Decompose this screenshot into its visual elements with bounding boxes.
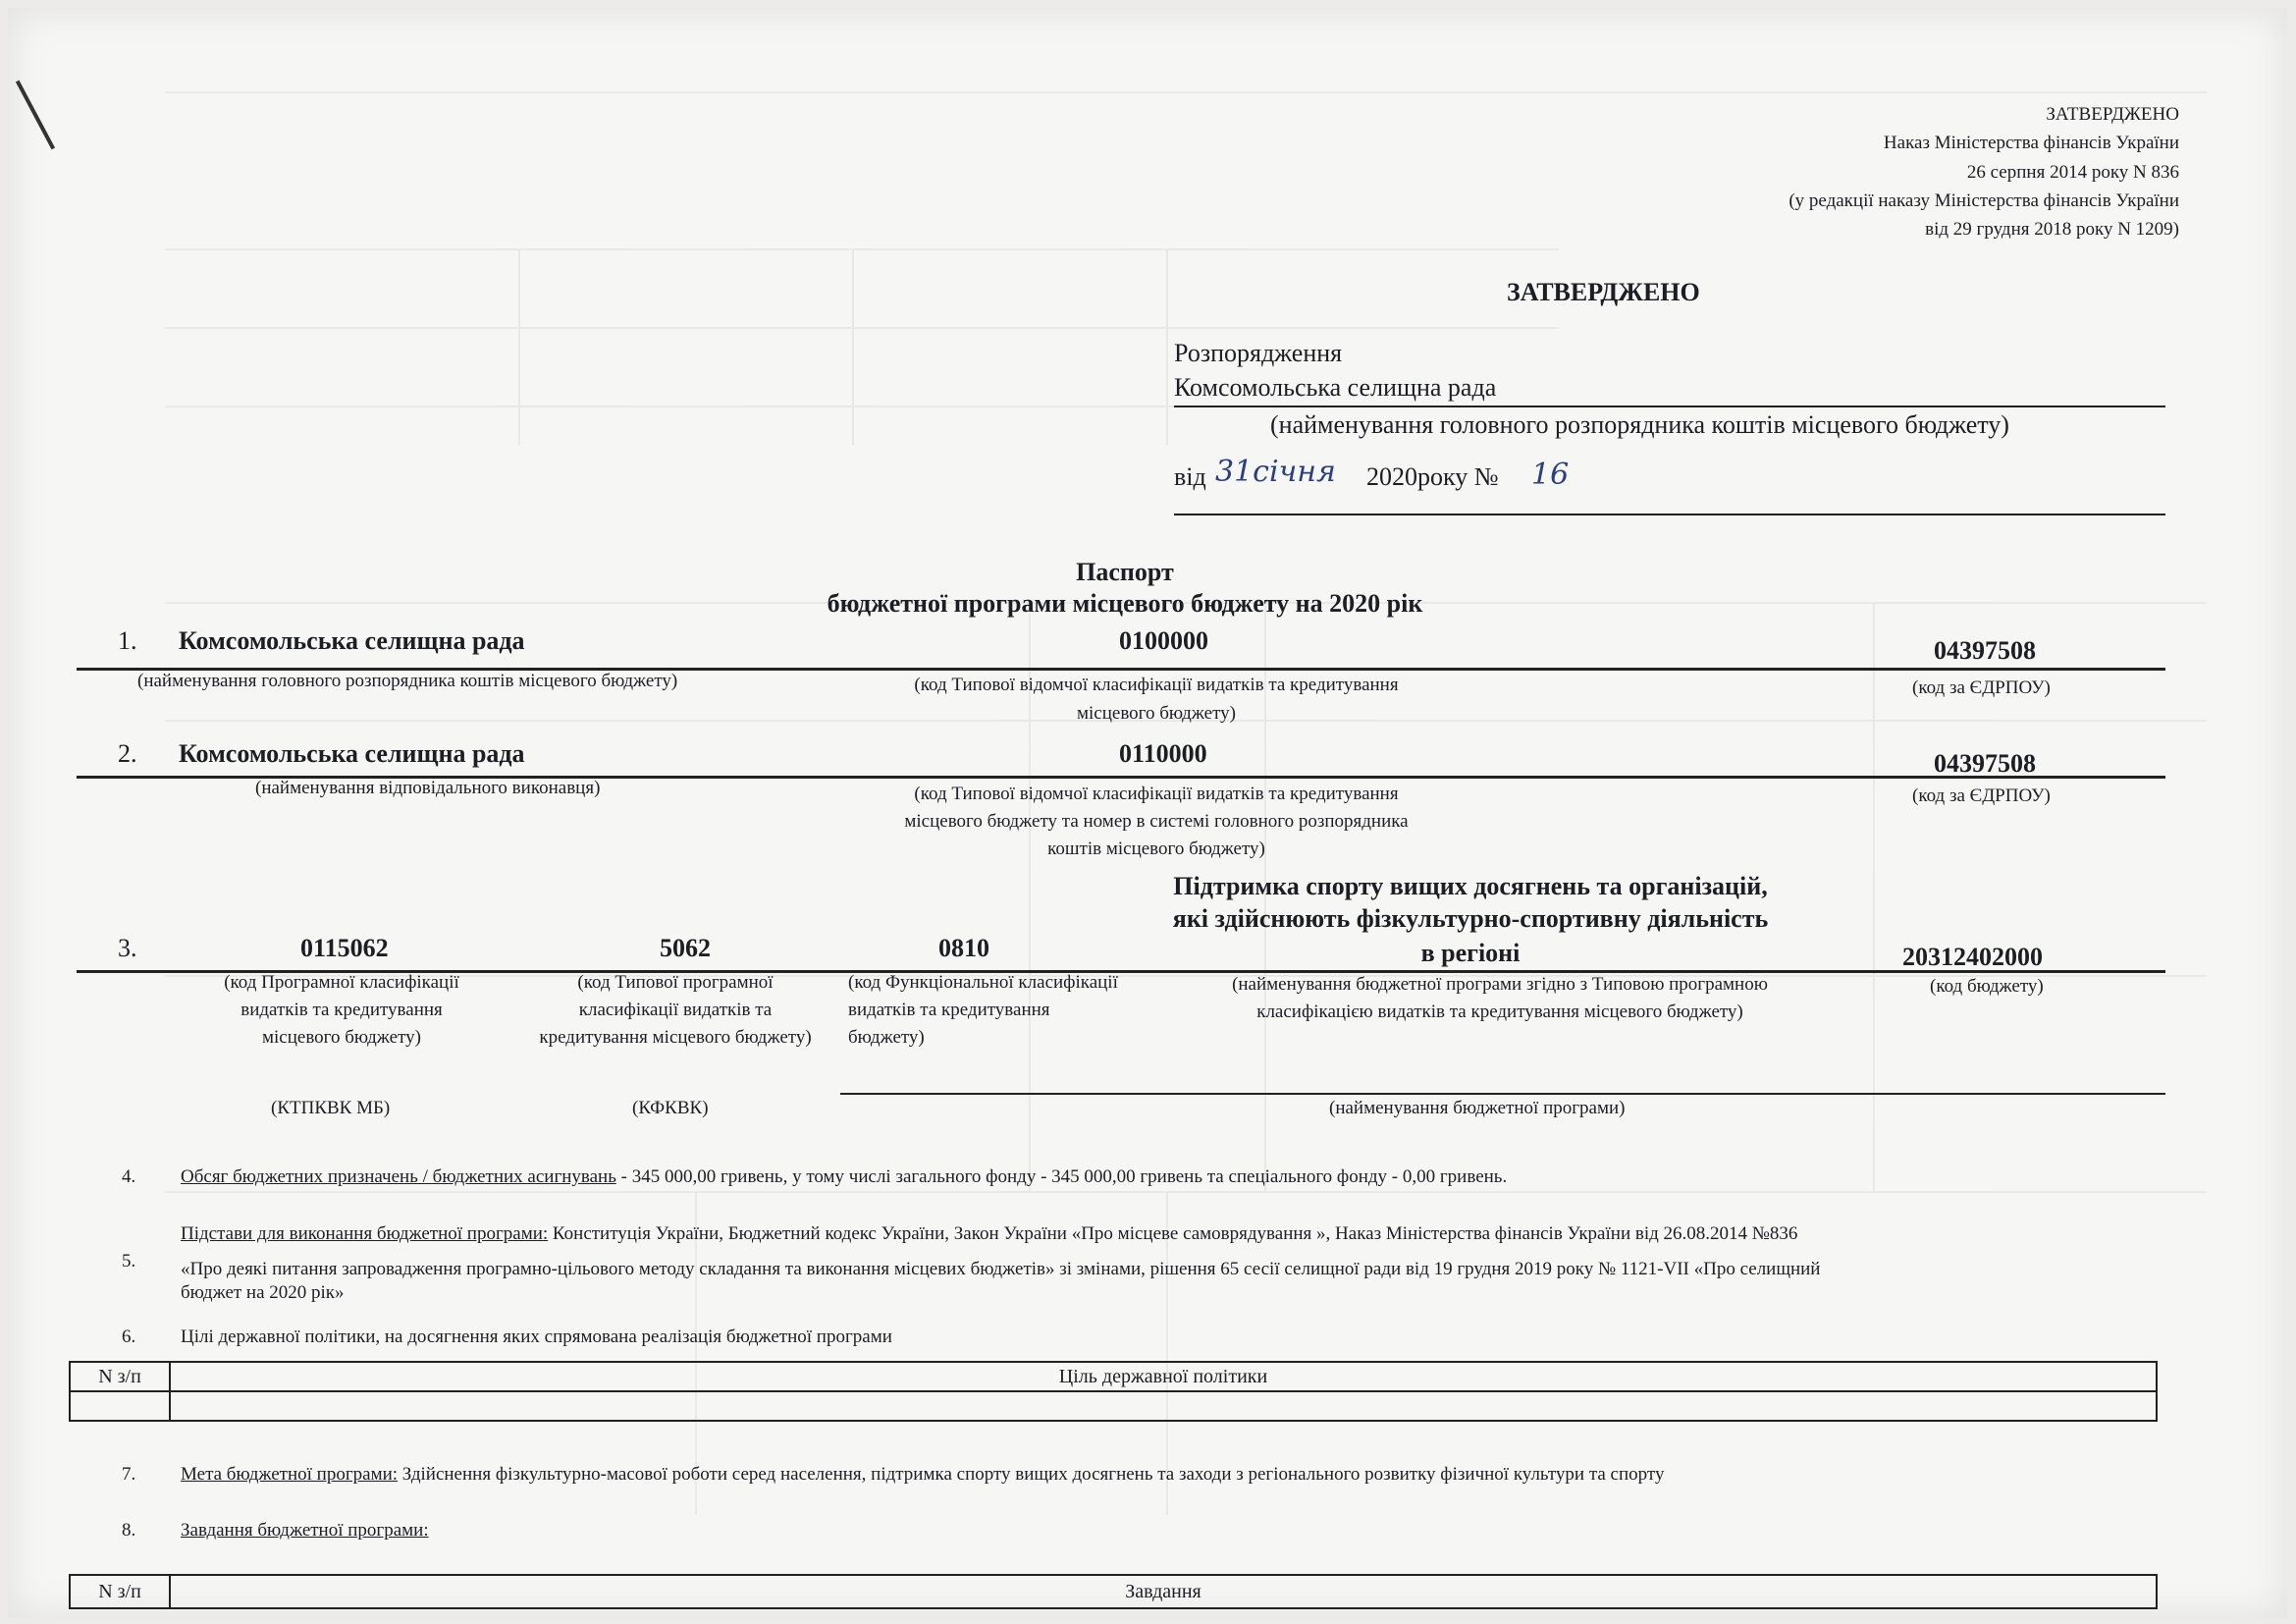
s2-edrpou-caption: (код за ЄДРПОУ)	[1912, 785, 2051, 806]
s3-fkvk-caption-2: видатків та кредитування	[848, 1000, 1050, 1020]
s6-col-goal: Ціль державної політики	[170, 1362, 2157, 1391]
s7-label: Мета бюджетної програми:	[181, 1464, 399, 1485]
approval-date-line	[1174, 514, 2165, 515]
s3-program-name-caption: (найменування бюджетної програми)	[1329, 1098, 1626, 1118]
s3-program-caption-1: (найменування бюджетної програми згідно з Типовою програмною	[1232, 974, 1768, 995]
s3-program-name-line	[840, 1093, 2165, 1095]
s3-kpkvk-caption-1: (код Програмної класифікації	[224, 972, 459, 993]
approval-doc-type: Розпорядження	[1174, 339, 1343, 367]
stamp-line3: 26 серпня 2014 року N 836	[1966, 162, 2179, 183]
stamp-line2: Наказ Міністерства фінансів України	[1883, 133, 2179, 153]
s1-code: 0100000	[1119, 626, 1208, 655]
passport-subtitle: бюджетної програми місцевого бюджету на 2020 рік	[827, 589, 1423, 618]
s1-name: Комсомольська селищна рада	[179, 626, 525, 655]
s6-text: Цілі державної політики, на досягнення яких спрямована реалізація бюджетної програми	[181, 1326, 892, 1347]
s4-text: - 345 000,00 гривень, у тому числі загального фонду - 345 000,00 гривень та спеціального фонду - 0,00 гривень.	[615, 1166, 1508, 1187]
s6-goals-table	[69, 1361, 2158, 1422]
s1-edrpou-caption: (код за ЄДРПОУ)	[1912, 677, 2051, 698]
s1-code-caption-1: (код Типової відомчої класифікації видатків та кредитування	[914, 675, 1399, 695]
s5-line1	[181, 1223, 1797, 1245]
approval-title: ЗАТВЕРДЖЕНО	[1507, 278, 1700, 306]
s2-code-caption-1: (код Типової відомчої класифікації видатків та кредитування	[914, 784, 1399, 804]
s3-budget-code: 20312402000	[1902, 943, 2043, 971]
stamp-line4: (у редакції наказу Міністерства фінансів України	[1789, 190, 2179, 211]
s2-code-caption-3: коштів місцевого бюджету)	[1047, 839, 1265, 859]
s8-col-num: N з/п	[70, 1575, 170, 1608]
s3-program-line1: Підтримка спорту вищих досягнень та організацій,	[1173, 872, 1768, 900]
s3-tpkvk-caption-2: класифікації видатків та	[578, 1000, 773, 1020]
s3-tpkvk: 5062	[660, 934, 711, 962]
s4-label: Обсяг бюджетних призначень / бюджетних асигнувань	[181, 1166, 616, 1187]
s3-kpkvk-caption-3: місцевого бюджету)	[261, 1027, 421, 1048]
s7-line	[181, 1464, 1664, 1486]
s8-num: 8.	[122, 1520, 136, 1541]
s3-tpkvk-caption-3: кредитування місцевого бюджету)	[539, 1027, 812, 1048]
s7-num: 7.	[122, 1464, 136, 1485]
s3-tpkvk-caption-1: (код Типової програмної	[577, 972, 774, 993]
s3-num: 3.	[118, 934, 137, 962]
s7-text: Здійснення фізкультурно-масової роботи серед населення, підтримка спорту вищих досягнень та заходи з регіонального розвитку фізичної культури та спорту	[398, 1464, 1665, 1485]
s2-edrpou: 04397508	[1934, 749, 2036, 778]
s2-name-caption: (найменування відповідального виконавця)	[255, 778, 601, 798]
s3-program-caption-2: класифікацією видатків та кредитування місцевого бюджету)	[1256, 1001, 1743, 1022]
passport-title: Паспорт	[1076, 558, 1174, 586]
document-page	[8, 8, 2287, 1618]
s1-name-caption: (найменування головного розпорядника коштів місцевого бюджету)	[137, 671, 678, 691]
s2-code-caption-2: місцевого бюджету та номер в системі головного розпорядника	[904, 811, 1409, 832]
approval-authority-caption: (найменування головного розпорядника коштів місцевого бюджету)	[1270, 410, 2009, 439]
s4-line	[181, 1166, 1507, 1188]
s1-num: 1.	[118, 626, 137, 655]
s3-abbr-kfkvk: (КФКВК)	[632, 1098, 709, 1118]
s6-num: 6.	[122, 1326, 136, 1347]
s5-label: Підстави для виконання бюджетної програми:	[181, 1223, 549, 1244]
s1-edrpou: 04397508	[1934, 636, 2036, 665]
s6-cell-goal	[170, 1391, 2157, 1421]
approval-date-suffix: 2020року №	[1366, 462, 1499, 491]
s1-code-caption-2: місцевого бюджету)	[1076, 703, 1236, 724]
s5-text3: бюджет на 2020 рік»	[181, 1282, 345, 1303]
approval-authority: Комсомольська селищна рада	[1174, 373, 1497, 402]
s3-kpkvk: 0115062	[300, 934, 389, 962]
approval-number-handwritten: 16	[1531, 458, 1570, 492]
stamp-line5: від 29 грудня 2018 року N 1209)	[1925, 219, 2179, 240]
approval-date-prefix: від	[1174, 462, 1206, 491]
s3-program-line2: які здійснюють фізкультурно-спортивну діяльність	[1172, 904, 1769, 933]
s5-text2: «Про деякі питання запровадження програмно-цільового методу складання та виконання місцевих бюджетів» зі змінами, рішення 65 сесії селищної ради від 19 грудня 2019 року № 1121-VII «Про селищний	[181, 1259, 1821, 1279]
approval-date-handwritten: 31січня	[1215, 455, 1336, 489]
s5-text1: Конституція України, Бюджетний кодекс України, Закон України «Про місцеве самоврядування », Наказ Міністерства фінансів України від 26.08.2014 №836	[548, 1223, 1798, 1244]
pen-mark	[16, 81, 55, 150]
s4-num: 4.	[122, 1166, 136, 1187]
s6-cell-num	[70, 1391, 170, 1421]
s8-label: Завдання бюджетної програми:	[181, 1520, 429, 1541]
approval-authority-line	[1174, 406, 2165, 407]
s3-budget-code-caption: (код бюджету)	[1930, 976, 2044, 997]
s3-fkvk-caption-3: бюджету)	[848, 1027, 925, 1048]
s5-num: 5.	[122, 1251, 136, 1272]
s2-code: 0110000	[1119, 739, 1207, 768]
s2-num: 2.	[118, 739, 137, 768]
s3-program-line3: в регіоні	[1420, 939, 1521, 967]
s3-kpkvk-caption-2: видатків та кредитування	[240, 1000, 443, 1020]
s3-abbr-kpkvk: (КТПКВК МБ)	[271, 1098, 391, 1118]
s3-fkvk-caption-1: (код Функціональної класифікації	[848, 972, 1118, 993]
s8-table-header-row	[70, 1575, 2157, 1608]
s6-col-num: N з/п	[70, 1362, 170, 1391]
stamp-line1: ЗАТВЕРДЖЕНО	[2046, 104, 2179, 125]
s6-table-row	[70, 1391, 2157, 1421]
s8-col-task: Завдання	[170, 1575, 2157, 1608]
s8-tasks-table	[69, 1574, 2158, 1609]
s6-table-header-row	[70, 1362, 2157, 1391]
s2-name: Комсомольська селищна рада	[179, 739, 525, 768]
s3-fkvk: 0810	[938, 934, 989, 962]
